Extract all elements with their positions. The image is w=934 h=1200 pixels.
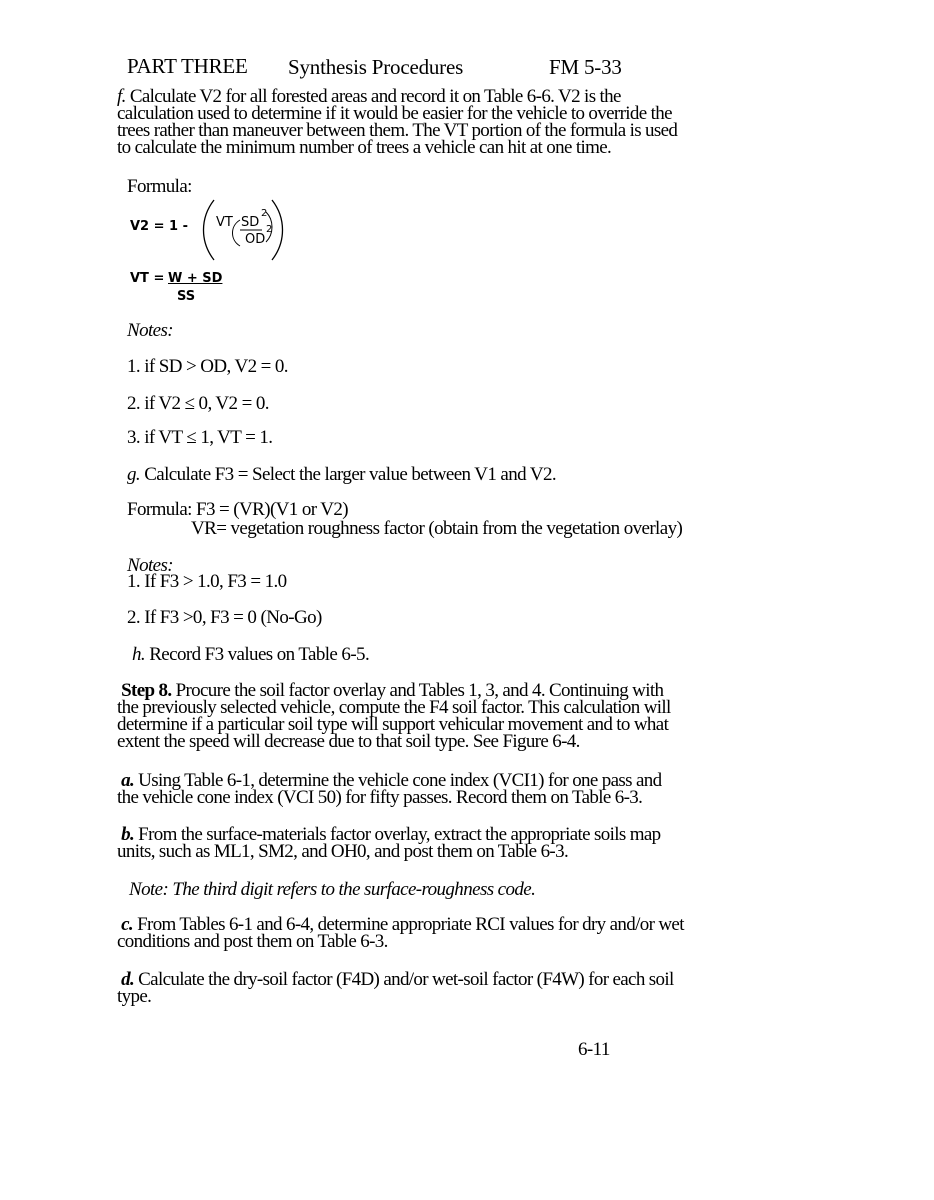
step-c-paragraph [117, 914, 684, 952]
surface-roughness-note: Note: The third digit refers to the surface-roughness code. [129, 879, 536, 900]
step-f-line-1: Calculate V2 for all forested areas and record it on Table 6-6. V2 is the [125, 86, 621, 107]
step-8-line-4: extent the speed will decrease due to that soil type. See Figure 6-4. [117, 731, 580, 752]
step-8-line-1: Procure the soil factor overlay and Tables 1, 3, and 4. Continuing with [171, 680, 664, 701]
formula-vt-numerator: W + SD [168, 271, 223, 286]
note-2: 2. if V2 ≤ 0, V2 = 0. [127, 393, 269, 414]
step-a-marker: a. [121, 770, 135, 791]
step-8-line-2: the previously selected vehicle, compute the F4 soil factor. This calculation will [117, 697, 671, 718]
step-b-line-2: units, such as ML1, SM2, and OH0, and post them on Table 6-3. [117, 841, 569, 862]
formula-exponent-top: 2 [261, 208, 268, 219]
header-part: PART THREE [127, 54, 248, 78]
step-g-line [127, 466, 556, 483]
formula-label: Formula: [127, 176, 192, 197]
step-a-line-2: the vehicle cone index (VCI 50) for fifty passes. Record them on Table 6-3. [117, 787, 643, 808]
formula-vt-denominator: SS [177, 289, 196, 304]
step-d-line-2: type. [117, 986, 152, 1007]
formula-v2-lhs: V2 = 1 - [130, 219, 189, 234]
step-8-label: Step 8. [121, 680, 172, 701]
step-f-line-3: trees rather than maneuver between them. The VT portion of the formula is used [117, 120, 678, 141]
step-f-line-2: calculation used to determine if it would be easier for the vehicle to override the [117, 103, 672, 124]
notes-g-1: 1. If F3 > 1.0, F3 = 1.0 [127, 571, 287, 592]
notes-g-label: Notes: [127, 555, 174, 576]
step-a-paragraph [117, 770, 662, 808]
step-h-marker: h. [132, 644, 146, 665]
formula-parentheses-graphic [200, 198, 290, 262]
formula-g-line-1: Formula: F3 = (VR)(V1 or V2) [127, 499, 349, 520]
header-manual-number: FM 5-33 [549, 55, 622, 79]
notes-label: Notes: [127, 320, 174, 341]
step-h-text: Record F3 values on Table 6-5. [145, 644, 370, 665]
formula-sd: SD [241, 215, 260, 230]
note-3: 3. if VT ≤ 1, VT = 1. [127, 427, 273, 448]
step-8-paragraph [117, 680, 671, 752]
header-title: Synthesis Procedures [288, 55, 464, 79]
step-c-line-1: From Tables 6-1 and 6-4, determine appropriate RCI values for dry and/or wet [133, 914, 684, 935]
step-a-line-1: Using Table 6-1, determine the vehicle cone index (VCI1) for one pass and [134, 770, 662, 791]
step-b-marker: b. [121, 824, 135, 845]
step-8-line-3: determine if a particular soil type will support vehicular movement and to what [117, 714, 669, 735]
formula-od: OD [245, 232, 266, 247]
formula-exponent-bottom: 2 [266, 224, 273, 235]
step-b-line-1: From the surface-materials factor overlay, extract the appropriate soils map [134, 824, 661, 845]
step-c-marker: c. [121, 914, 133, 935]
step-f-paragraph [117, 86, 678, 158]
formula-g-line-2: VR= vegetation roughness factor (obtain from the vegetation overlay) [191, 518, 683, 539]
step-f-line-4: to calculate the minimum number of trees a vehicle can hit at one time. [117, 137, 612, 158]
step-g-marker: g. [127, 464, 141, 485]
formula-vt-lhs: VT = [130, 271, 165, 286]
step-c-line-2: conditions and post them on Table 6-3. [117, 931, 388, 952]
formula-vt: VT [216, 215, 233, 230]
page-number: 6-11 [578, 1039, 610, 1060]
step-f-marker: f. [117, 86, 126, 107]
step-g-text: Calculate F3 = Select the larger value between V1 and V2. [140, 464, 557, 485]
step-h-line [132, 646, 369, 663]
step-d-marker: d. [121, 969, 135, 990]
step-d-line-1: Calculate the dry-soil factor (F4D) and/or wet-soil factor (F4W) for each soil [134, 969, 674, 990]
step-d-paragraph [117, 969, 674, 1007]
notes-g-2: 2. If F3 >0, F3 = 0 (No-Go) [127, 607, 322, 628]
step-b-paragraph [117, 824, 661, 862]
note-1: 1. if SD > OD, V2 = 0. [127, 356, 288, 377]
